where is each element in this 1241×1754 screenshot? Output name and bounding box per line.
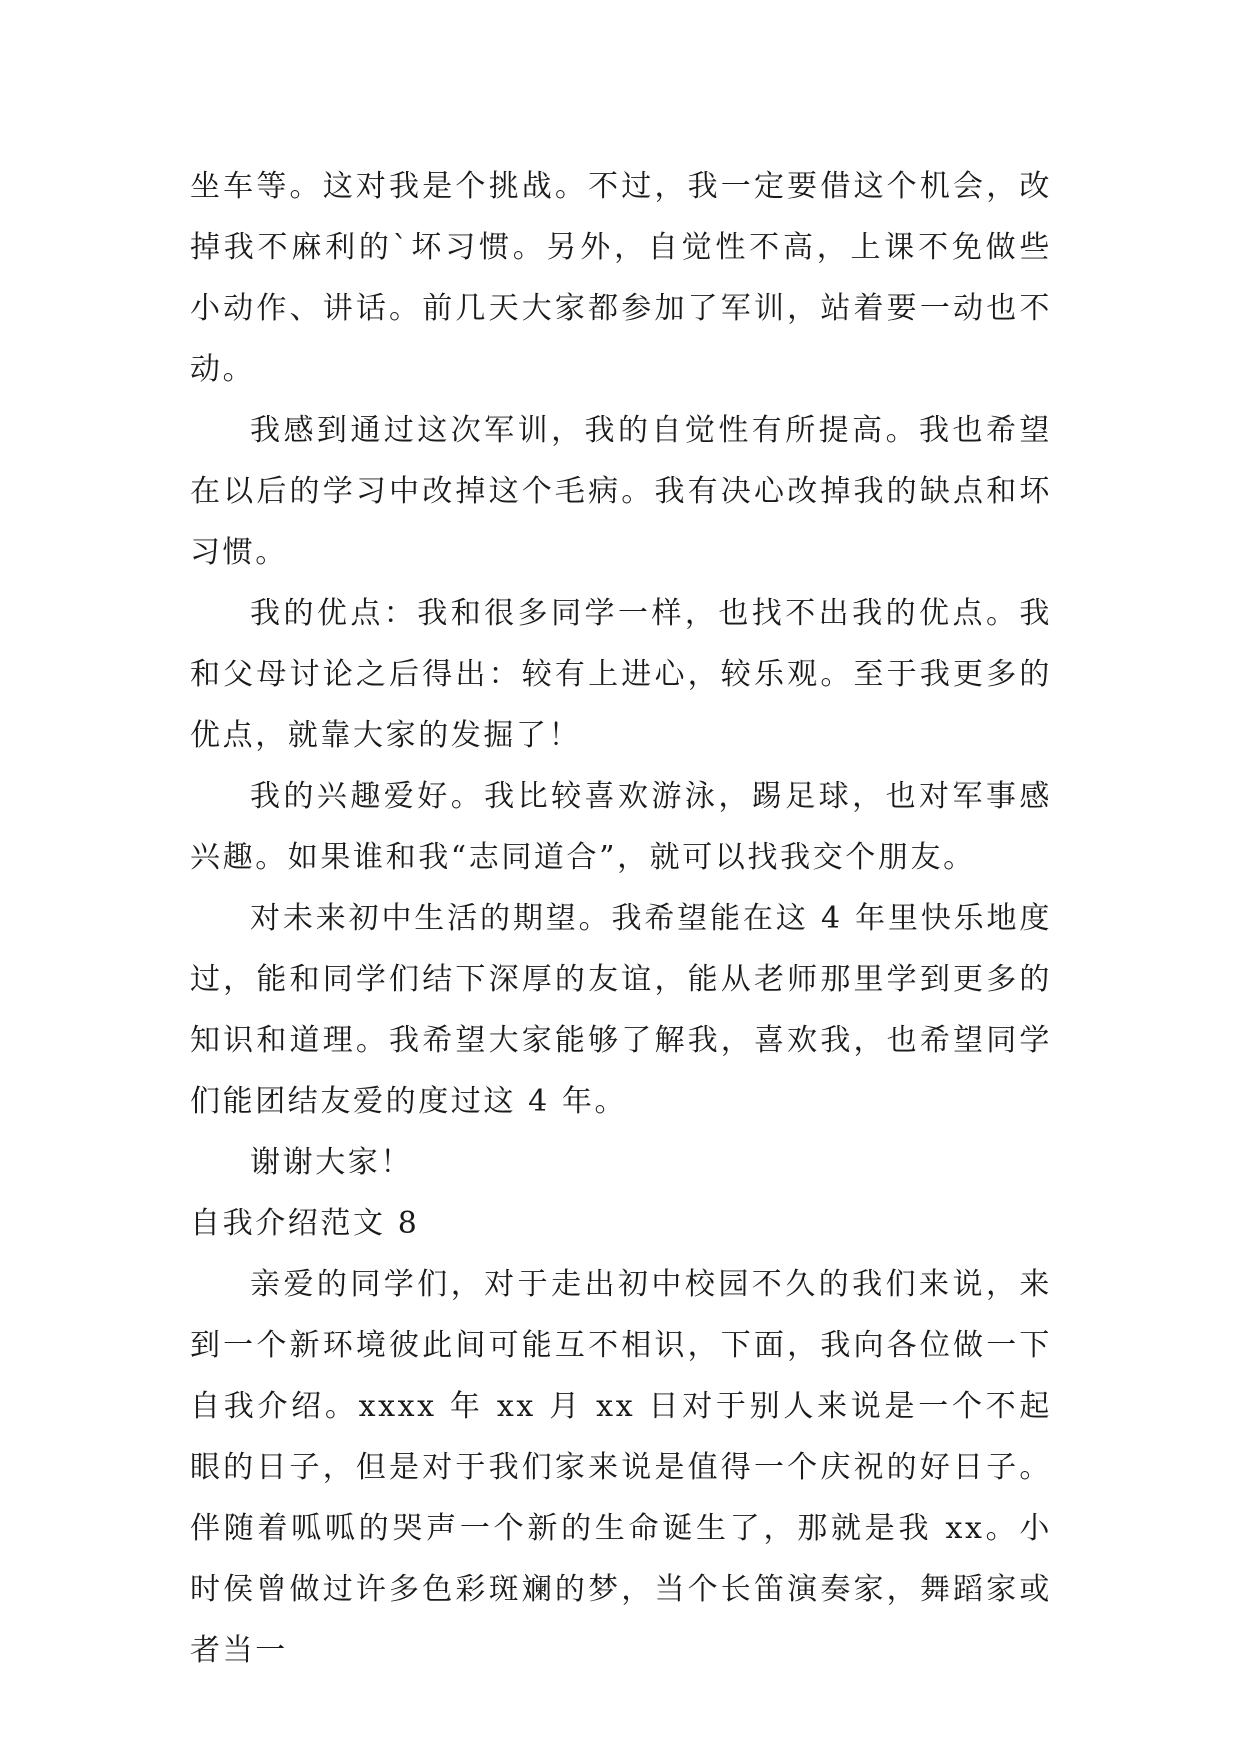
paragraph: 我感到通过这次军训，我的自觉性有所提高。我也希望在以后的学习中改掉这个毛病。我有决心改掉我的缺点和坏习惯。 [190,413,1052,570]
paragraph: 我的兴趣爱好。我比较喜欢游泳，踢足球，也对军事感兴趣。如果谁和我“志同道合”，就可以找我交个朋友。 [190,779,1052,875]
section-heading: 自我介绍范文 8 [190,1206,420,1241]
closing-line: 谢谢大家！ [250,1145,413,1180]
paragraph: 对未来初中生活的期望。我希望能在这 4 年里快乐地度过，能和同学们结下深厚的友谊，能从老师那里学到更多的知识和道理。我希望大家能够了解我，喜欢我，也希望同学们能团结友爱的度过这 4 年。 [190,901,1052,1119]
paragraph: 我的优点：我和很多同学一样，也找不出我的优点。我和父母讨论之后得出：较有上进心，较乐观。至于我更多的优点，就靠大家的发掘了！ [190,596,1052,753]
paragraph: 坐车等。这对我是个挑战。不过，我一定要借这个机会，改掉我不麻利的`坏习惯。另外，自觉性不高，上课不免做些小动作、讲话。前几天大家都参加了军训，站着要一动也不动。 [190,169,1052,387]
document-body [190,156,1052,1681]
paragraph: 亲爱的同学们，对于走出初中校园不久的我们来说，来到一个新环境彼此间可能互不相识，下面，我向各位做一下自我介绍。xxxx 年 xx 月 xx 日对于别人来说是一个不起眼的日子，但是对于我们家来说是值得一个庆祝的好日子。伴随着呱呱的哭声一个新的生命诞生了，那就是我 xx。小时侯曾做过许多色彩斑斓的梦，当个长笛演奏家，舞蹈家或者当一 [190,1267,1052,1668]
